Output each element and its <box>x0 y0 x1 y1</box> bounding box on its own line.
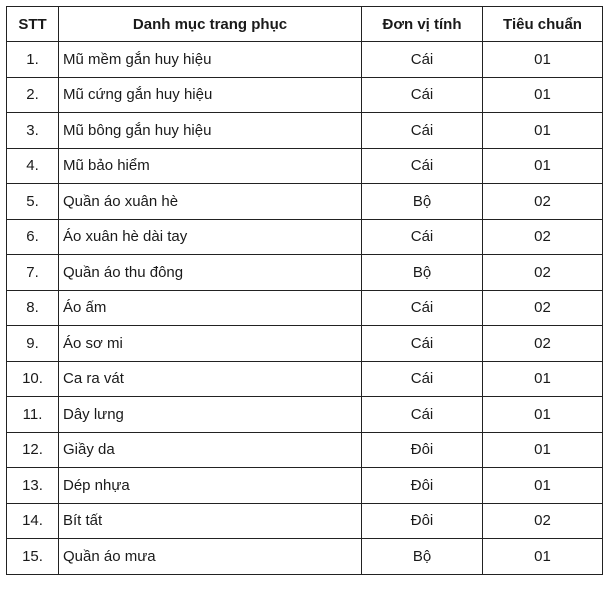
table-row <box>7 219 603 255</box>
header-unit: Đơn vị tính <box>362 7 483 42</box>
table-row <box>7 539 603 575</box>
row-item-name: Quần áo mưa <box>59 539 362 575</box>
row-unit: Cái <box>362 42 483 78</box>
table-row <box>7 361 603 397</box>
row-standard: 01 <box>483 148 603 184</box>
row-stt: 14. <box>7 503 59 539</box>
row-item-name: Áo xuân hè dài tay <box>59 219 362 255</box>
table-row <box>7 468 603 504</box>
table-row <box>7 184 603 220</box>
row-item-name: Áo ấm <box>59 290 362 326</box>
uniform-table-container <box>6 6 603 575</box>
row-stt: 10. <box>7 361 59 397</box>
row-item-name: Quần áo thu đông <box>59 255 362 291</box>
row-stt: 2. <box>7 77 59 113</box>
table-row <box>7 255 603 291</box>
header-row <box>7 7 603 42</box>
row-standard: 01 <box>483 397 603 433</box>
row-standard: 01 <box>483 468 603 504</box>
row-stt: 3. <box>7 113 59 149</box>
row-unit: Cái <box>362 326 483 362</box>
row-standard: 02 <box>483 219 603 255</box>
row-stt: 15. <box>7 539 59 575</box>
table-row <box>7 77 603 113</box>
row-unit: Cái <box>362 361 483 397</box>
row-standard: 02 <box>483 326 603 362</box>
row-unit: Cái <box>362 397 483 433</box>
row-stt: 12. <box>7 432 59 468</box>
header-stt: STT <box>7 7 59 42</box>
row-unit: Bộ <box>362 255 483 291</box>
row-item-name: Ca ra vát <box>59 361 362 397</box>
row-unit: Cái <box>362 77 483 113</box>
row-unit: Đôi <box>362 468 483 504</box>
row-unit: Cái <box>362 148 483 184</box>
row-item-name: Bít tất <box>59 503 362 539</box>
row-item-name: Mũ bảo hiểm <box>59 148 362 184</box>
uniform-table <box>6 6 603 575</box>
row-standard: 02 <box>483 290 603 326</box>
row-stt: 6. <box>7 219 59 255</box>
row-unit: Đôi <box>362 432 483 468</box>
row-item-name: Quần áo xuân hè <box>59 184 362 220</box>
header-standard: Tiêu chuẩn <box>483 7 603 42</box>
table-row <box>7 113 603 149</box>
row-unit: Cái <box>362 113 483 149</box>
row-unit: Đôi <box>362 503 483 539</box>
row-item-name: Dây lưng <box>59 397 362 433</box>
row-unit: Bộ <box>362 539 483 575</box>
row-item-name: Dép nhựa <box>59 468 362 504</box>
row-item-name: Giầy da <box>59 432 362 468</box>
row-standard: 01 <box>483 77 603 113</box>
row-item-name: Mũ bông gắn huy hiệu <box>59 113 362 149</box>
row-item-name: Mũ cứng gắn huy hiệu <box>59 77 362 113</box>
row-standard: 01 <box>483 361 603 397</box>
table-row <box>7 290 603 326</box>
row-stt: 8. <box>7 290 59 326</box>
row-unit: Cái <box>362 290 483 326</box>
row-stt: 1. <box>7 42 59 78</box>
table-row <box>7 503 603 539</box>
table-header <box>7 7 603 42</box>
table-row <box>7 397 603 433</box>
row-stt: 4. <box>7 148 59 184</box>
row-standard: 01 <box>483 113 603 149</box>
row-stt: 9. <box>7 326 59 362</box>
table-row <box>7 432 603 468</box>
row-standard: 01 <box>483 539 603 575</box>
row-unit: Bộ <box>362 184 483 220</box>
row-item-name: Mũ mềm gắn huy hiệu <box>59 42 362 78</box>
row-standard: 01 <box>483 42 603 78</box>
row-stt: 7. <box>7 255 59 291</box>
row-standard: 02 <box>483 184 603 220</box>
row-standard: 01 <box>483 432 603 468</box>
row-stt: 5. <box>7 184 59 220</box>
header-item-name: Danh mục trang phục <box>59 7 362 42</box>
row-item-name: Áo sơ mi <box>59 326 362 362</box>
table-row <box>7 42 603 78</box>
row-standard: 02 <box>483 503 603 539</box>
row-standard: 02 <box>483 255 603 291</box>
table-row <box>7 326 603 362</box>
row-stt: 13. <box>7 468 59 504</box>
table-body <box>7 42 603 575</box>
row-unit: Cái <box>362 219 483 255</box>
table-row <box>7 148 603 184</box>
row-stt: 11. <box>7 397 59 433</box>
